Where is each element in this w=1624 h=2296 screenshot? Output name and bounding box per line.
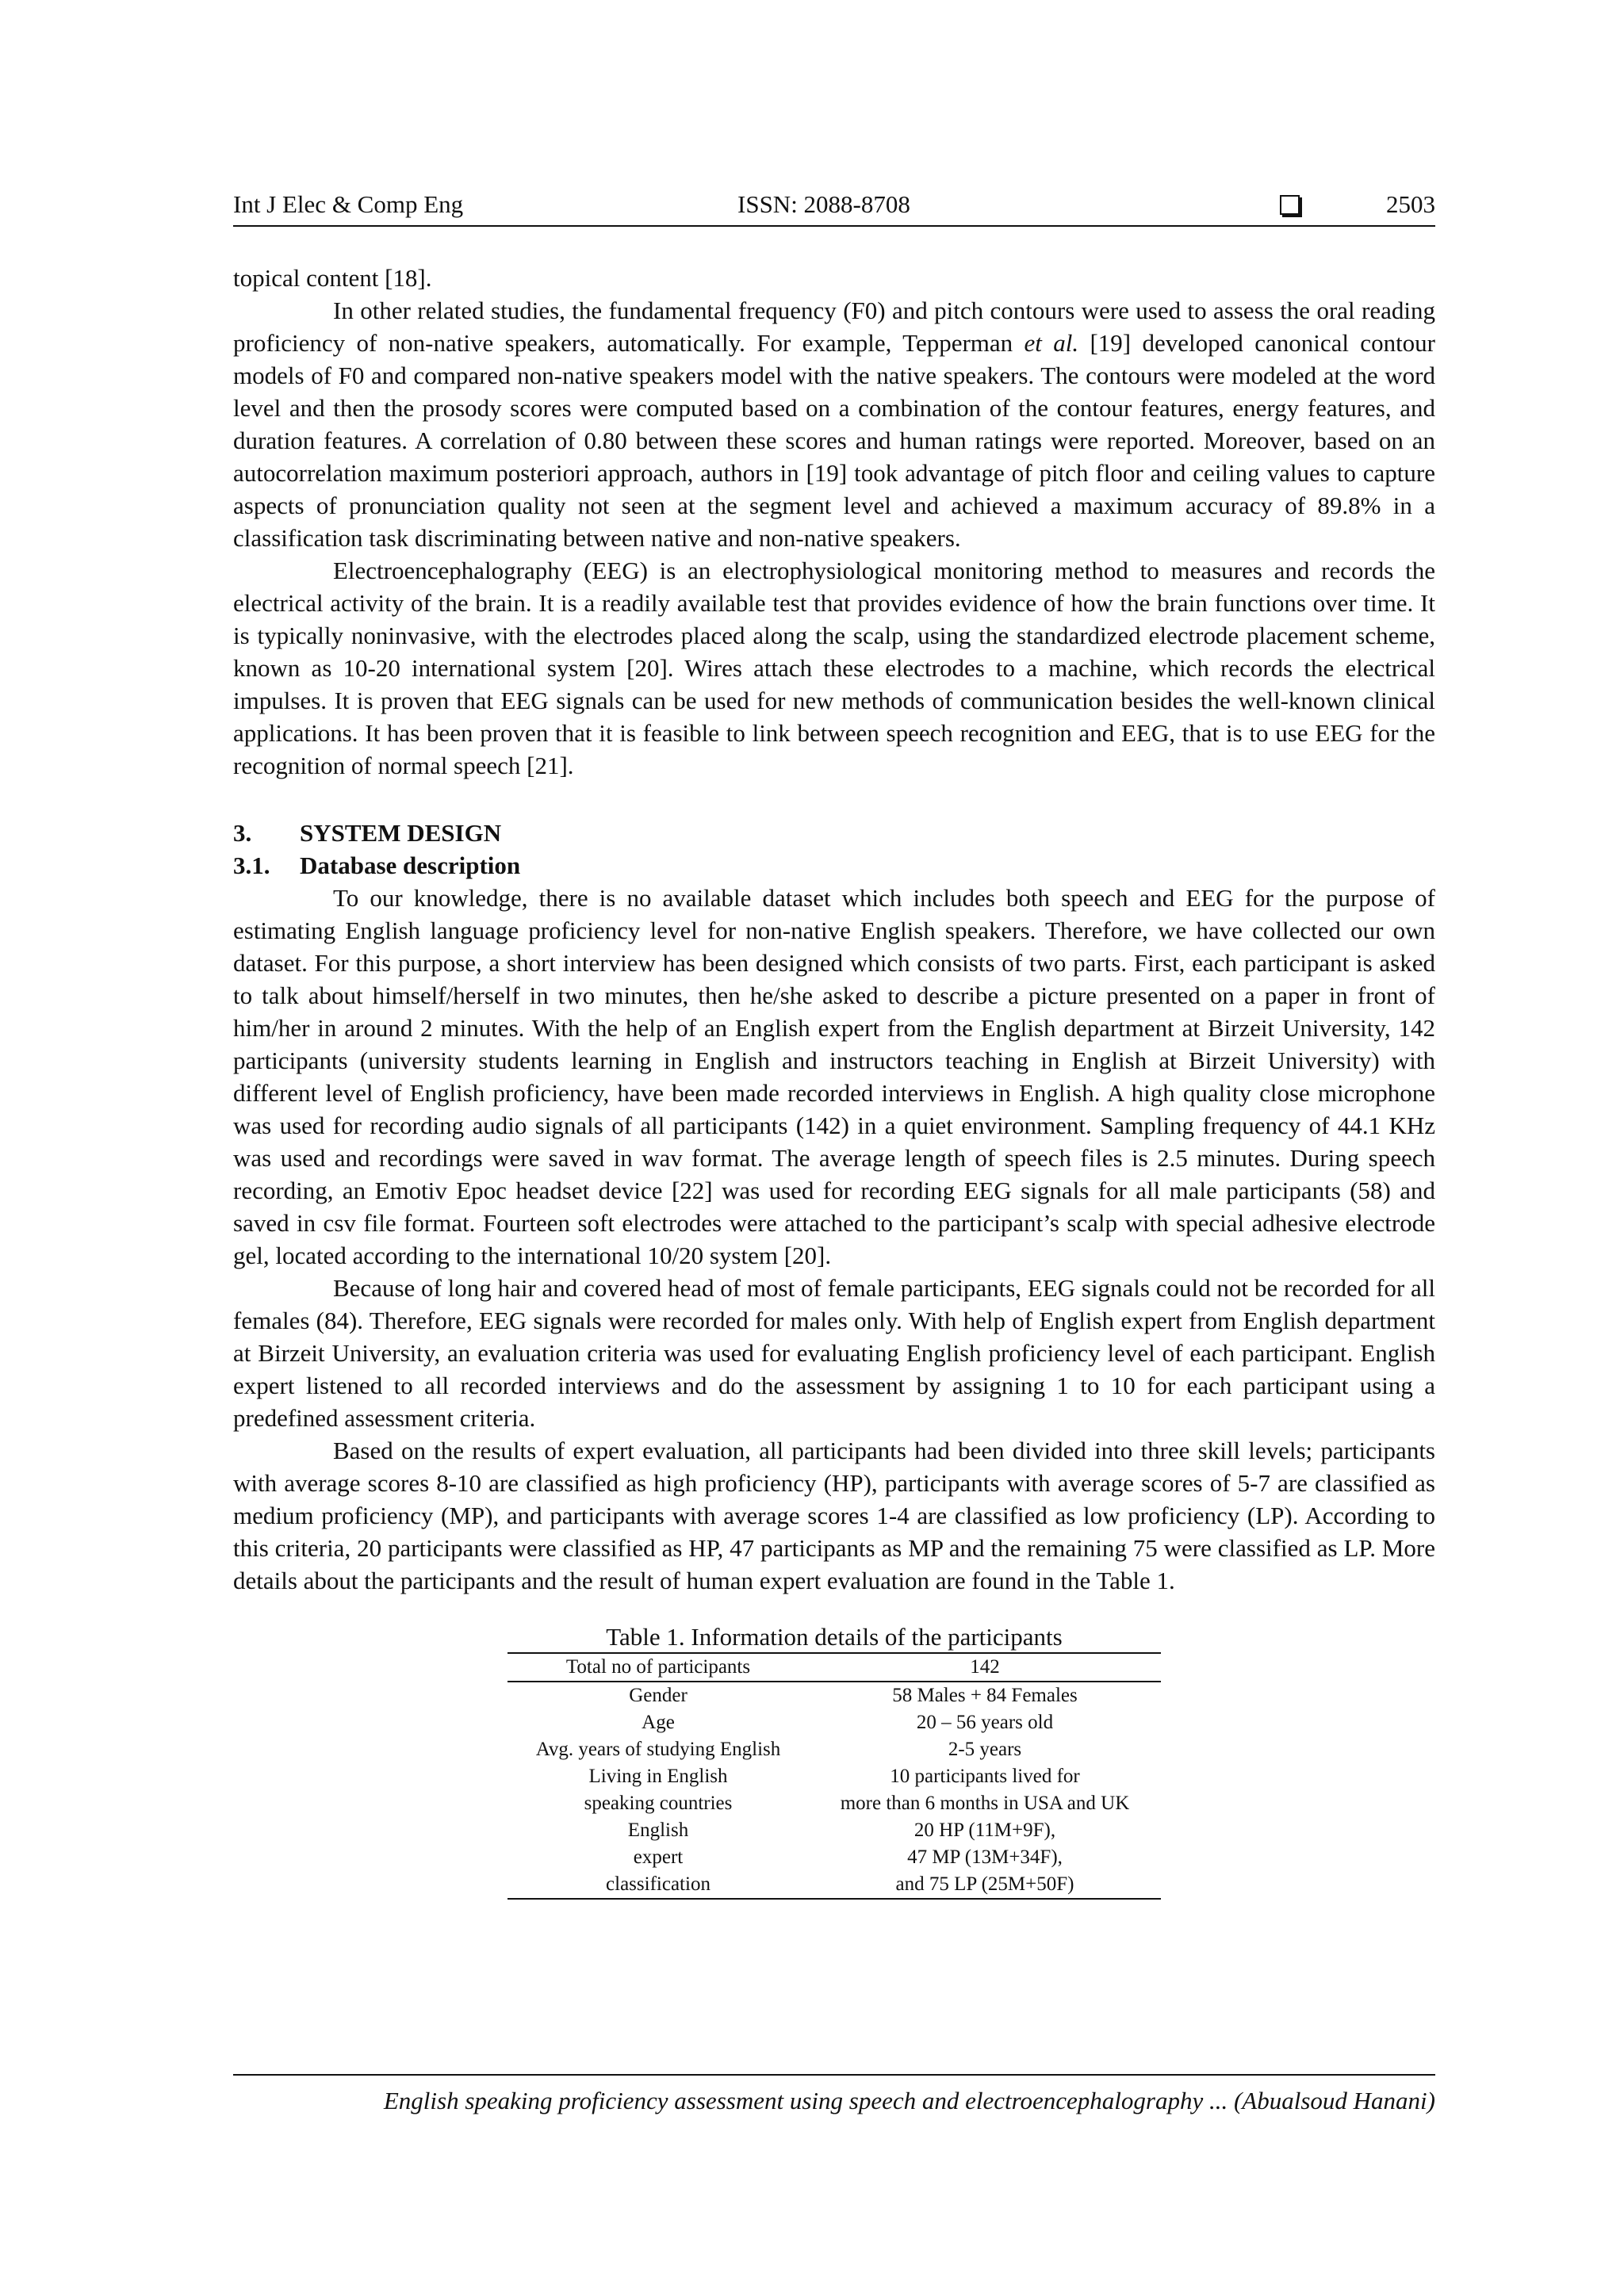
table-cell: Gender	[629, 1685, 688, 1706]
table-cell: 58 Males + 84 Females	[892, 1685, 1078, 1706]
table-row	[508, 1790, 1161, 1817]
paragraph-continuation: topical content [18].	[233, 264, 432, 292]
paragraph-eeg-females: Because of long hair and covered head of most of female participants, EEG signals could not be recorded for all females (84). Therefore, EEG signals were recorded for males only. With help of English expert from English department at Birzeit University, an evaluation criteria was used for evaluating English proficiency level of each participant. English expert listened to all recorded interviews and do the assessment by assigning 1 to 10 for each participant using a predefined assessment criteria.	[233, 1274, 1435, 1432]
table-cell: and 75 LP (25M+50F)	[809, 1871, 1161, 1899]
table-caption: Table 1. Information details of the participants	[606, 1623, 1063, 1651]
paper-page	[233, 190, 1435, 1900]
paragraph-text: [19] developed canonical contour models of F0 and compared non-native speakers model with the native speakers. The contours were modeled at the word level and then the prosody scores were computed based on a combination of the contour features, energy features, and duration features. A correlation of 0.80 between these scores and human ratings were reported. Moreover, based on an autocorrelation maximum posteriori approach, authors in [19] took advantage of pitch floor and ceiling values to capture aspects of pronunciation quality not seen at the segment level and achieved a maximum accuracy of 89.8% in a classification task discriminating between native and non-native speakers.	[233, 329, 1435, 552]
table-row	[508, 1763, 1161, 1790]
subsection-title: Database description	[300, 851, 521, 879]
table-row	[508, 1709, 1161, 1736]
table-row	[508, 1736, 1161, 1763]
section-number: 3.	[233, 819, 252, 847]
table-cell: Living in English	[588, 1766, 728, 1787]
issn: ISSN: 2088-8708	[737, 190, 910, 218]
paragraph-eeg: Electroencephalography (EEG) is an electrophysiological monitoring method to measures and records the electrical activity of the brain. It is a readily available test that provides evidence of how the brain functions over time. It is typically noninvasive, with the electrodes placed along the scalp, using the standardized electrode placement scheme, known as 10-20 international system [20]. Wires attach these electrodes to a machine, which records the electrical impulses. It is proven that EEG signals can be used for new methods of communication besides the well-known clinical applications. It has been proven that it is feasible to link between speech recognition and EEG, that is to use EEG for the recognition of normal speech [21].	[233, 557, 1435, 779]
table-row	[508, 1682, 1161, 1709]
table-cell: more than 6 months in USA and UK	[840, 1793, 1130, 1814]
table-cell: Age	[642, 1712, 675, 1733]
table-header-cell: Total no of participants	[508, 1653, 809, 1682]
paragraph-pitch-studies	[233, 294, 1435, 554]
footer-rule	[233, 2074, 1435, 2076]
square-icon	[1280, 195, 1300, 215]
participants-table	[508, 1652, 1161, 1900]
table-cell: classification	[508, 1871, 809, 1899]
subsection-number: 3.1.	[233, 851, 270, 879]
section-heading	[233, 817, 1435, 849]
table-row	[508, 1871, 1161, 1899]
table-row	[508, 1844, 1161, 1871]
table-cell: expert	[633, 1846, 684, 1868]
table-cell: 20 – 56 years old	[916, 1712, 1054, 1733]
paragraph-dataset: To our knowledge, there is no available dataset which includes both speech and EEG for the purpose of estimating English language proficiency level for non-native English speakers. Therefore, we have collected our own dataset. For this purpose, a short interview has been designed which consists of two parts. First, each participant is asked to talk about himself/herself in two minutes, then he/she asked to describe a picture presented on a paper in front of him/her in around 2 minutes. With the help of an English expert from the English department at Birzeit University, 142 participants (university students learning in English and instructors teaching in English at Birzeit University) with different level of English proficiency, have been made recorded interviews in English. A high quality close microphone was used for recording audio signals of all participants (142) in a quiet environment. Sampling frequency of 44.1 KHz was used and recordings were saved in wav format. The average length of speech files is 2.5 minutes. During speech recording, an Emotiv Epoc headset device [22] was used for recording EEG signals for all male participants (58) and saved in csv file format. Fourteen soft electrodes were attached to the participant’s scalp with special adhesive electrode gel, located according to the international 10/20 system [20].	[233, 884, 1435, 1269]
table-cell: English	[627, 1820, 689, 1841]
running-header	[233, 190, 1435, 225]
table-row	[508, 1817, 1161, 1844]
table-cell: Avg. years of studying English	[535, 1739, 781, 1760]
footer-text: English speaking proficiency assessment using speech and electroencephalography ... (Abualsoud Hanani)	[383, 2087, 1435, 2114]
table-cell: 10 participants lived for	[890, 1766, 1080, 1787]
table-cell: speaking countries	[584, 1793, 733, 1814]
table-cell: 20 HP (11M+9F),	[914, 1820, 1056, 1841]
table-header-cell: 142	[809, 1653, 1161, 1682]
body-text	[233, 262, 1435, 1597]
paragraph-skill-levels: Based on the results of expert evaluation, all participants had been divided into three skill levels; participants with average scores 8-10 are classified as high proficiency (HP), participants with average scores of 5-7 are classified as medium proficiency (MP), and participants with average scores 1-4 are classified as low proficiency (LP). According to this criteria, 20 participants were classified as HP, 47 participants as MP and the remaining 75 were classified as LP. More details about the participants and the result of human expert evaluation are found in the Table 1.	[233, 1437, 1435, 1594]
section-title: SYSTEM DESIGN	[300, 819, 502, 847]
header-rule	[233, 225, 1435, 227]
subsection-heading	[233, 849, 1435, 882]
table-header-row	[508, 1653, 1161, 1682]
running-footer	[233, 2074, 1435, 2115]
paragraph-text: In other related studies, the fundamental frequency (F0) and pitch contours were used to assess the oral reading proficiency of non-native speakers, automatically. For example, Tepperman	[233, 297, 1435, 357]
table-cell: 2-5 years	[948, 1739, 1022, 1760]
journal-name: Int J Elec & Comp Eng	[233, 190, 464, 218]
table-cell: 47 MP (13M+34F),	[907, 1846, 1063, 1868]
citation-etal: et al.	[1024, 329, 1079, 357]
page-number: 2503	[1386, 190, 1435, 218]
